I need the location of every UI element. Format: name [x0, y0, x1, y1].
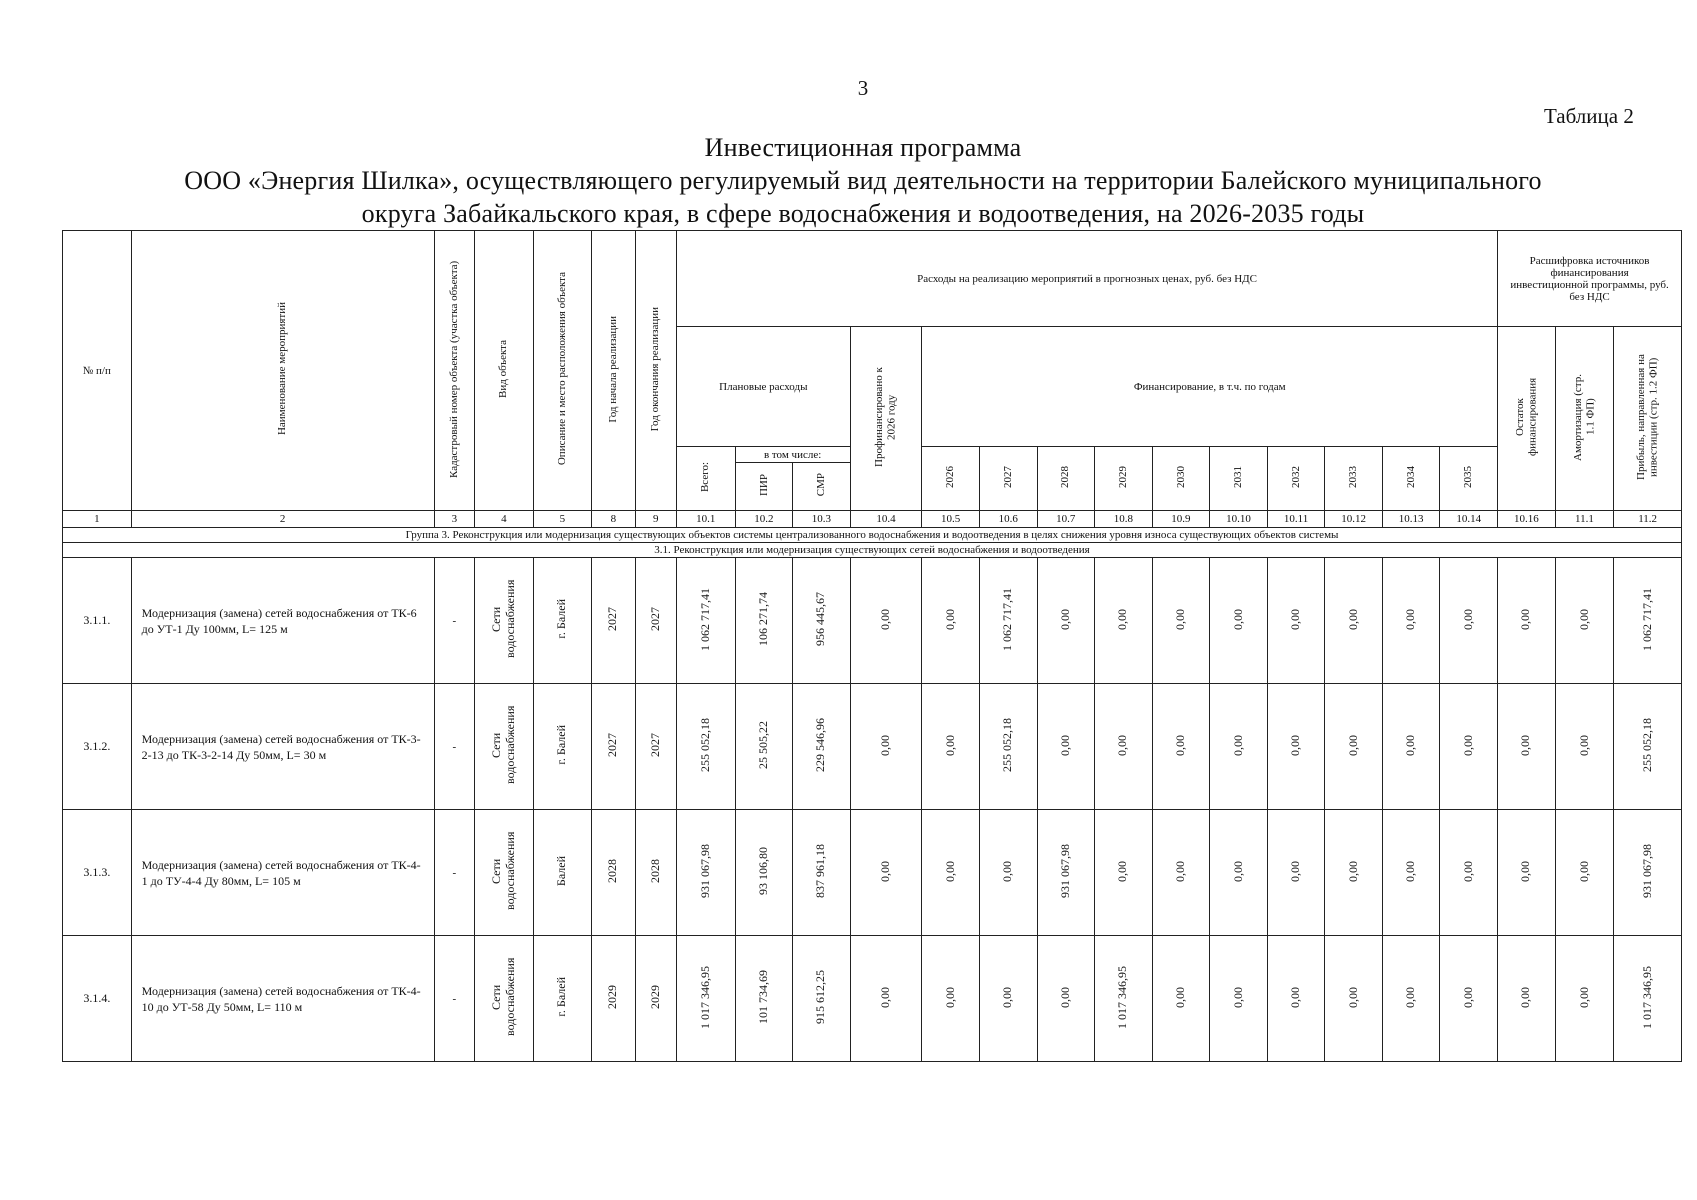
column-number: 1	[63, 511, 132, 528]
row-object-type: Сети водоснабжения	[475, 936, 534, 1062]
row-location: г. Балей	[533, 684, 592, 810]
header-year-2032: 2032	[1267, 447, 1325, 511]
column-number: 8	[592, 511, 635, 528]
row-total: 1 062 717,41	[676, 558, 735, 684]
row-year-value: 255 052,18	[979, 684, 1037, 810]
row-object-type: Сети водоснабжения	[475, 684, 534, 810]
row-year-value: 1 017 346,95	[1095, 936, 1153, 1062]
row-number: 3.1.3.	[63, 810, 132, 936]
header-object-type: Вид объекта	[475, 231, 534, 511]
table-row	[63, 936, 1682, 1062]
row-year-value: 0,00	[1325, 558, 1383, 684]
row-remaining: 0,00	[1498, 684, 1556, 810]
row-prefinanced: 0,00	[850, 936, 922, 1062]
row-prefinanced: 0,00	[850, 558, 922, 684]
header-financing: Финансирование, в т.ч. по годам	[922, 327, 1498, 447]
row-object-type: Сети водоснабжения	[475, 558, 534, 684]
row-remaining: 0,00	[1498, 558, 1556, 684]
header-year-2034: 2034	[1382, 447, 1440, 511]
header-prefinanced: Профинансировано к 2026 году	[850, 327, 922, 511]
row-year-value: 0,00	[1210, 684, 1268, 810]
row-year-value: 0,00	[1325, 936, 1383, 1062]
header-cadastral: Кадастровый номер объекта (участка объекта)	[434, 231, 474, 511]
column-number: 10.1	[676, 511, 735, 528]
row-year-end: 2029	[635, 936, 676, 1062]
row-year-value: 0,00	[1095, 558, 1153, 684]
header-name: Наименование мероприятий	[131, 231, 434, 511]
group-row	[63, 528, 1682, 543]
column-number: 10.6	[979, 511, 1037, 528]
header-year-2027: 2027	[979, 447, 1037, 511]
row-year-value: 0,00	[1037, 684, 1095, 810]
row-year-value: 0,00	[1267, 810, 1325, 936]
subgroup-title: 3.1. Реконструкция или модернизация существующих сетей водоснабжения и водоотведения	[63, 543, 1682, 558]
row-number: 3.1.2.	[63, 684, 132, 810]
row-year-start: 2027	[592, 684, 635, 810]
header-year-2033: 2033	[1325, 447, 1383, 511]
row-year-value: 0,00	[1440, 810, 1498, 936]
row-year-value: 0,00	[1267, 936, 1325, 1062]
row-pir: 106 271,74	[735, 558, 793, 684]
column-number-row	[63, 511, 1682, 528]
row-year-value: 0,00	[1382, 684, 1440, 810]
header-smr: СМР	[793, 463, 851, 511]
header-year-2026: 2026	[922, 447, 980, 511]
column-number: 10.9	[1152, 511, 1210, 528]
row-amortization: 0,00	[1555, 684, 1614, 810]
column-number: 10.14	[1440, 511, 1498, 528]
row-year-value: 0,00	[1152, 810, 1210, 936]
row-name: Модернизация (замена) сетей водоснабжения от ТК-4-10 до УТ-58 Ду 50мм, L= 110 м	[131, 936, 434, 1062]
row-name: Модернизация (замена) сетей водоснабжения от ТК-4-1 до ТУ-4-4 Ду 80мм, L= 105 м	[131, 810, 434, 936]
column-number: 10.5	[922, 511, 980, 528]
investment-table	[62, 230, 1682, 1062]
column-number: 2	[131, 511, 434, 528]
row-pir: 25 505,22	[735, 684, 793, 810]
header-planned: Плановые расходы	[676, 327, 850, 447]
group-title: Группа 3. Реконструкция или модернизация существующих объектов системы централизованного водоснабжения и водоотведения в целях снижения уровня износа существующих объектов системы	[63, 528, 1682, 543]
row-amortization: 0,00	[1555, 810, 1614, 936]
row-cadastral: -	[434, 684, 474, 810]
row-year-value: 0,00	[1095, 810, 1153, 936]
row-cadastral: -	[434, 936, 474, 1062]
row-prefinanced: 0,00	[850, 810, 922, 936]
row-smr: 915 612,25	[793, 936, 851, 1062]
header-location: Описание и место расположения объекта	[533, 231, 592, 511]
row-year-value: 0,00	[1037, 936, 1095, 1062]
row-number: 3.1.1.	[63, 558, 132, 684]
table-row	[63, 558, 1682, 684]
column-number: 11.1	[1555, 511, 1614, 528]
row-year-value: 0,00	[979, 810, 1037, 936]
row-location: г. Балей	[533, 936, 592, 1062]
column-number: 9	[635, 511, 676, 528]
header-year-2031: 2031	[1210, 447, 1268, 511]
column-number: 5	[533, 511, 592, 528]
header-year-start: Год начала реализации	[592, 231, 635, 511]
header-sources: Расшифровка источников финансирования инвестиционной программы, руб. без НДС	[1498, 231, 1682, 327]
header-year-2029: 2029	[1095, 447, 1153, 511]
row-year-end: 2028	[635, 810, 676, 936]
title-line-2: ООО «Энергия Шилка», осуществляющего регулируемый вид деятельности на территории Балейского муниципального	[184, 166, 1542, 195]
row-year-value: 0,00	[1210, 810, 1268, 936]
subgroup-row	[63, 543, 1682, 558]
row-year-value: 0,00	[922, 684, 980, 810]
row-year-end: 2027	[635, 684, 676, 810]
row-amortization: 0,00	[1555, 936, 1614, 1062]
row-number: 3.1.4.	[63, 936, 132, 1062]
column-number: 10.11	[1267, 511, 1325, 528]
row-smr: 837 961,18	[793, 810, 851, 936]
column-number: 10.2	[735, 511, 793, 528]
row-smr: 956 445,67	[793, 558, 851, 684]
row-name: Модернизация (замена) сетей водоснабжения от ТК-6 до УТ-1 Ду 100мм, L= 125 м	[131, 558, 434, 684]
table-row	[63, 810, 1682, 936]
row-year-value: 0,00	[1440, 558, 1498, 684]
row-year-value: 0,00	[1325, 684, 1383, 810]
row-year-value: 1 062 717,41	[979, 558, 1037, 684]
row-total: 931 067,98	[676, 810, 735, 936]
column-number: 10.13	[1382, 511, 1440, 528]
column-number: 10.3	[793, 511, 851, 528]
column-number: 10.10	[1210, 511, 1268, 528]
title-line-1: Инвестиционная программа	[704, 133, 1022, 162]
row-remaining: 0,00	[1498, 936, 1556, 1062]
row-location: Балей	[533, 810, 592, 936]
header-pir: ПИР	[735, 463, 793, 511]
row-year-value: 0,00	[1267, 684, 1325, 810]
row-year-value: 0,00	[1382, 558, 1440, 684]
row-year-value: 0,00	[1210, 558, 1268, 684]
row-year-value: 0,00	[922, 810, 980, 936]
row-year-value: 0,00	[1152, 558, 1210, 684]
header-total: Всего:	[676, 447, 735, 511]
row-location: г. Балей	[533, 558, 592, 684]
column-number: 3	[434, 511, 474, 528]
column-number: 4	[475, 511, 534, 528]
row-year-value: 0,00	[1440, 936, 1498, 1062]
row-profit: 255 052,18	[1614, 684, 1682, 810]
row-profit: 1 062 717,41	[1614, 558, 1682, 684]
row-year-start: 2028	[592, 810, 635, 936]
row-year-value: 0,00	[1152, 936, 1210, 1062]
row-smr: 229 546,96	[793, 684, 851, 810]
row-pir: 101 734,69	[735, 936, 793, 1062]
header-year-end: Год окончания реализации	[635, 231, 676, 511]
row-remaining: 0,00	[1498, 810, 1556, 936]
row-year-value: 0,00	[1440, 684, 1498, 810]
row-year-value: 0,00	[922, 936, 980, 1062]
row-year-value: 0,00	[1210, 936, 1268, 1062]
header-expenses: Расходы на реализацию мероприятий в прогнозных ценах, руб. без НДС	[676, 231, 1497, 327]
row-profit: 1 017 346,95	[1614, 936, 1682, 1062]
row-year-value: 0,00	[1325, 810, 1383, 936]
column-number: 11.2	[1614, 511, 1682, 528]
header-year-2030: 2030	[1152, 447, 1210, 511]
document-title	[0, 131, 1697, 230]
row-year-value: 931 067,98	[1037, 810, 1095, 936]
row-year-value: 0,00	[1267, 558, 1325, 684]
row-year-value: 0,00	[922, 558, 980, 684]
row-year-start: 2027	[592, 558, 635, 684]
row-amortization: 0,00	[1555, 558, 1614, 684]
column-number: 10.12	[1325, 511, 1383, 528]
header-amortization: Амортизация (стр. 1.1 ФП)	[1555, 327, 1614, 511]
header-remaining: Остаток финансирования	[1498, 327, 1556, 511]
row-profit: 931 067,98	[1614, 810, 1682, 936]
page-number: 3	[857, 76, 869, 100]
table-label: Таблица 2	[1544, 104, 1634, 128]
row-year-value: 0,00	[1037, 558, 1095, 684]
row-total: 255 052,18	[676, 684, 735, 810]
column-number: 10.16	[1498, 511, 1556, 528]
row-year-start: 2029	[592, 936, 635, 1062]
row-name: Модернизация (замена) сетей водоснабжения от ТК-3-2-13 до ТК-3-2-14 Ду 50мм, L= 30 м	[131, 684, 434, 810]
row-year-value: 0,00	[1152, 684, 1210, 810]
row-year-value: 0,00	[1382, 810, 1440, 936]
row-year-value: 0,00	[1095, 684, 1153, 810]
row-object-type: Сети водоснабжения	[475, 810, 534, 936]
column-number: 10.4	[850, 511, 922, 528]
row-total: 1 017 346,95	[676, 936, 735, 1062]
header-including: в том числе:	[735, 447, 850, 463]
header-num: № п/п	[63, 231, 132, 511]
row-cadastral: -	[434, 558, 474, 684]
row-year-value: 0,00	[979, 936, 1037, 1062]
header-profit: Прибыль, направленная на инвестиции (стр. 1.2 ФП)	[1614, 327, 1682, 511]
row-cadastral: -	[434, 810, 474, 936]
row-year-end: 2027	[635, 558, 676, 684]
table-row	[63, 684, 1682, 810]
row-pir: 93 106,80	[735, 810, 793, 936]
row-year-value: 0,00	[1382, 936, 1440, 1062]
row-prefinanced: 0,00	[850, 684, 922, 810]
column-number: 10.8	[1095, 511, 1153, 528]
column-number: 10.7	[1037, 511, 1095, 528]
header-year-2035: 2035	[1440, 447, 1498, 511]
title-line-3: округа Забайкальского края, в сфере водоснабжения и водоотведения, на 2026-2035 годы	[361, 199, 1365, 228]
header-year-2028: 2028	[1037, 447, 1095, 511]
